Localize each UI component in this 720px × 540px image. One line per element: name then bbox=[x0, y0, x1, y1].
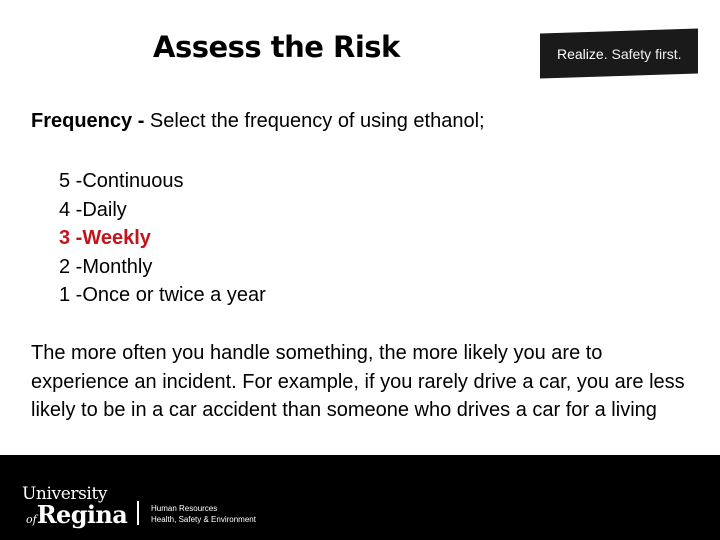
university-logo-line2 bbox=[26, 500, 128, 532]
frequency-level-1: 1 -Once or twice a year bbox=[59, 284, 266, 307]
university-logo-of: of bbox=[26, 513, 37, 526]
university-logo-line1: University bbox=[22, 484, 108, 504]
frequency-label: Frequency - bbox=[31, 110, 145, 132]
frequency-level-4: 4 -Daily bbox=[59, 198, 127, 221]
slogan-part-1: Realize. bbox=[556, 45, 608, 62]
frequency-instruction bbox=[31, 110, 485, 133]
department-name bbox=[151, 503, 256, 525]
safety-slogan-badge bbox=[540, 29, 698, 79]
footer-divider bbox=[137, 501, 139, 525]
frequency-levels-list bbox=[59, 167, 266, 310]
slide-title: Assess the Risk bbox=[153, 30, 400, 64]
frequency-text: Select the frequency of using ethanol; bbox=[149, 110, 485, 132]
university-logo-name: Regina bbox=[36, 500, 128, 529]
frequency-level-5: 5 -Continuous bbox=[59, 170, 184, 192]
department-line-1: Human Resources bbox=[151, 504, 218, 513]
slogan-part-2: Safety first. bbox=[611, 45, 682, 62]
safety-slogan-text bbox=[557, 46, 682, 62]
department-line-2: Health, Safety & Environment bbox=[151, 515, 256, 524]
footer-bar bbox=[0, 455, 720, 540]
explanation-paragraph: The more often you handle something, the more likely you are to experience an incident. For example, if you rarely drive a car, you are less likely to be in a car accident than someone who drives a car for a living bbox=[31, 342, 685, 422]
frequency-level-2: 2 -Monthly bbox=[59, 255, 153, 278]
university-logo bbox=[22, 485, 127, 532]
frequency-level-3-selected: 3 -Weekly bbox=[59, 227, 151, 250]
